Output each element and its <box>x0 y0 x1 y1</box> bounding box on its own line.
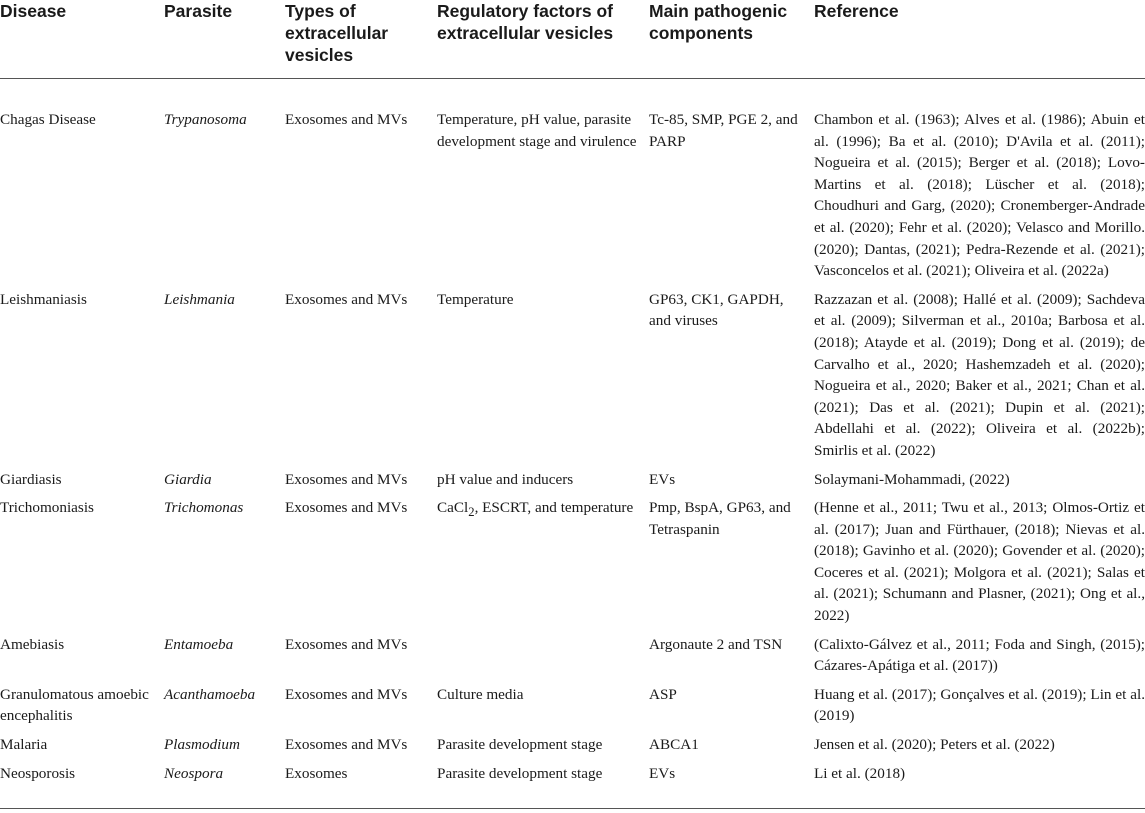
regulatory-text-post: , ESCRT, and temperature <box>474 499 634 517</box>
header-parasite: Parasite <box>164 1 233 21</box>
cell-disease: Trichomoniasis <box>0 499 94 517</box>
cell-parasite: Neospora <box>164 764 224 782</box>
cell-parasite: Entamoeba <box>164 635 234 653</box>
cell-disease: Leishmaniasis <box>0 290 87 308</box>
cell-parasite: Giardia <box>164 470 212 488</box>
cell-types: Exosomes and MVs <box>285 499 408 517</box>
cell-regulatory: Parasite development stage <box>437 764 603 782</box>
header-components: Main pathogenic components <box>649 1 788 43</box>
cell-disease: Granulomatous amoebic encephalitis <box>0 685 149 725</box>
cell-components: Tc-85, SMP, PGE 2, and PARP <box>649 111 798 150</box>
table-row <box>0 79 1145 289</box>
header-row <box>0 0 1145 79</box>
cell-types: Exosomes and MVs <box>285 736 408 754</box>
regulatory-subscript: 2 <box>468 505 475 520</box>
table-row <box>0 684 1145 734</box>
table-row <box>0 763 1145 792</box>
cell-disease: Neosporosis <box>0 764 76 782</box>
cell-regulatory: pH value and inducers <box>437 470 574 488</box>
header-regulatory: Regulatory factors of extracellular vesicles <box>437 1 614 43</box>
cell-components: ASP <box>649 685 677 703</box>
cell-components: GP63, CK1, GAPDH, and viruses <box>649 290 784 330</box>
cell-reference: (Henne et al., 2011; Twu et al., 2013; Olmos-Ortiz et al. (2017); Juan and Fürthauer, (2018); Nievas et al. (2018); Gavinho et al. (2020); Govender et al. (2020); Coceres et al. (2021); Molgora et al. (2021); Salas et al. (2021); Schumann and Plasner, (2021); Ong et al., 2022) <box>814 499 1145 625</box>
table-bottom-rule <box>0 808 1145 809</box>
cell-types: Exosomes <box>285 764 348 782</box>
cell-components: ABCA1 <box>649 736 699 754</box>
table-row <box>0 469 1145 498</box>
cell-parasite: Trichomonas <box>164 499 244 517</box>
cell-reference: Jensen et al. (2020); Peters et al. (2022) <box>814 736 1055 754</box>
cell-types: Exosomes and MVs <box>285 635 408 653</box>
cell-components: Argonaute 2 and TSN <box>649 635 783 653</box>
table-row <box>0 497 1145 634</box>
cell-regulatory: Parasite development stage <box>437 736 603 754</box>
cell-disease: Giardiasis <box>0 470 62 488</box>
cell-components: EVs <box>649 764 676 782</box>
header-disease: Disease <box>0 1 67 21</box>
table-row <box>0 734 1145 763</box>
cell-regulatory: Temperature, pH value, parasite development stage and virulence <box>437 111 637 150</box>
cell-reference: Razzazan et al. (2008); Hallé et al. (2009); Sachdeva et al. (2009); Silverman et al., 2010a; Barbosa et al. (2018); Atayde et al. (2019); Dong et al. (2019); de Carvalho et al., 2020; Hashemzadeh et al. (2020); Nogueira et al., 2020; Baker et al., 2021; Chan et al. (2021); Das et al. (2021); Dupin et al. (2021); Abdellahi et al. (2022); Oliveira et al. (2022b); Smirlis et al. (2022) <box>814 290 1145 459</box>
cell-reference: Li et al. (2018) <box>814 764 906 782</box>
cell-disease: Malaria <box>0 736 48 754</box>
table-row <box>0 289 1145 469</box>
cell-parasite: Trypanosoma <box>164 111 247 128</box>
cell-reference: (Calixto-Gálvez et al., 2011; Foda and Singh, (2015); Cázares-Apátiga et al. (2017)) <box>814 635 1145 675</box>
cell-reference: Huang et al. (2017); Gonçalves et al. (2019); Lin et al. (2019) <box>814 685 1145 725</box>
regulatory-text-pre: CaCl <box>437 499 469 517</box>
cell-regulatory <box>437 634 649 684</box>
cell-parasite: Plasmodium <box>164 736 240 754</box>
cell-parasite: Leishmania <box>164 290 235 308</box>
cell-disease: Amebiasis <box>0 635 65 653</box>
cell-reference: Chambon et al. (1963); Alves et al. (1986); Abuin et al. (1996); Ba et al. (2010); D'Avila et al. (2011); Nogueira et al. (2015); Berger et al. (2018); Lovo-Martins et al. (2018); Lüscher et al. (2018); Choudhuri and Garg, (2020); Cronemberger-Andrade et al. (2020); Fehr et al. (2020); Velasco and Morillo. (2020); Dantas, (2021); Pedra-Rezende et al. (2021); Vasconcelos et al. (2021); Oliveira et al. (2022a) <box>814 111 1145 280</box>
cell-regulatory: Temperature <box>437 290 514 308</box>
cell-reference: Solaymani-Mohammadi, (2022) <box>814 470 1010 488</box>
cell-types: Exosomes and MVs <box>285 470 408 488</box>
cell-parasite: Acanthamoeba <box>164 685 256 703</box>
cell-types: Exosomes and MVs <box>285 290 408 308</box>
cell-components: Pmp, BspA, GP63, and Tetraspanin <box>649 499 791 538</box>
table-row <box>0 634 1145 684</box>
cell-types: Exosomes and MVs <box>285 685 408 703</box>
cell-types: Exosomes and MVs <box>285 111 408 128</box>
cell-components: EVs <box>649 470 676 488</box>
header-reference: Reference <box>814 1 899 21</box>
cell-disease: Chagas Disease <box>0 111 96 128</box>
header-types: Types of extracellular vesicles <box>285 1 389 65</box>
cell-regulatory <box>437 497 649 634</box>
cell-regulatory: Culture media <box>437 685 524 703</box>
